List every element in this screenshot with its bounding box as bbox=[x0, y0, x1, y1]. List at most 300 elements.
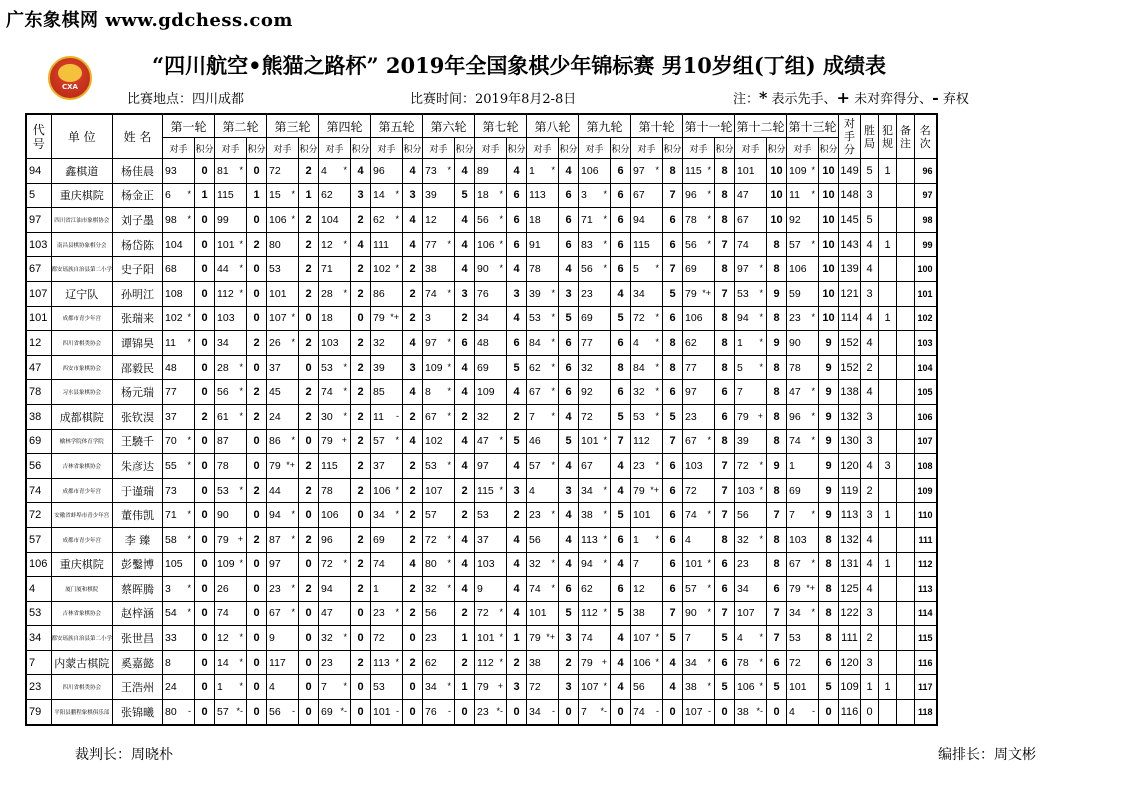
result-mark: * bbox=[551, 558, 556, 569]
round-opponent bbox=[735, 429, 767, 454]
round-points: 2 bbox=[351, 404, 371, 429]
result-mark: * bbox=[551, 164, 556, 175]
round-points: 4 bbox=[559, 454, 579, 479]
subheader-points: 积分 bbox=[455, 138, 475, 159]
opponent-number: 34 bbox=[737, 582, 749, 595]
table-row bbox=[26, 650, 937, 675]
opponent-number: 7 bbox=[737, 386, 743, 399]
legend-prefix: 注： bbox=[733, 92, 760, 107]
result-mark: * bbox=[655, 656, 660, 667]
round-opponent bbox=[735, 454, 767, 479]
result-mark: * bbox=[343, 681, 348, 692]
round-points: 0 bbox=[195, 331, 215, 356]
chief-referee: 裁判长：周晓朴 bbox=[75, 747, 173, 763]
round-opponent bbox=[787, 577, 819, 602]
result-mark: * bbox=[447, 410, 452, 421]
legend-minus-text: 弃权 bbox=[938, 92, 969, 107]
player-code: 94 bbox=[26, 159, 51, 184]
round-points: 7 bbox=[663, 257, 683, 282]
page-title: “四川航空•熊猫之路杯” 2019年全国象棋少年锦标赛 男10岁组(丁组) 成绩表 bbox=[152, 53, 887, 78]
dates-label: 比赛时间：2019年8月2-8日 bbox=[410, 92, 577, 107]
round-points: 4 bbox=[507, 527, 527, 552]
opponent-number: 12 bbox=[321, 238, 333, 251]
round-opponent bbox=[163, 527, 195, 552]
player-code: 67 bbox=[26, 257, 51, 282]
round-opponent bbox=[215, 650, 247, 675]
round-opponent bbox=[267, 626, 299, 651]
round-opponent bbox=[371, 429, 403, 454]
round-points: 2 bbox=[351, 331, 371, 356]
opponent-number: 56 bbox=[425, 607, 437, 620]
result-mark: *- bbox=[756, 705, 764, 716]
foul-count bbox=[879, 183, 897, 208]
player-name: 张瑞来 bbox=[113, 306, 163, 331]
round-points: 4 bbox=[611, 281, 631, 306]
player-unit: 内蒙古棋院 bbox=[51, 650, 113, 675]
player-unit: 吉林省象棋协会 bbox=[51, 601, 113, 626]
result-mark: * bbox=[447, 681, 452, 692]
round-opponent bbox=[267, 257, 299, 282]
header-wins: 胜局 bbox=[861, 114, 879, 159]
round-opponent bbox=[683, 626, 715, 651]
round-opponent bbox=[787, 183, 819, 208]
opponent-number: 103 bbox=[685, 459, 703, 472]
remark bbox=[897, 454, 915, 479]
player-name: 奚嘉懿 bbox=[113, 650, 163, 675]
round-points: 0 bbox=[247, 626, 267, 651]
opponent-number: 94 bbox=[581, 558, 593, 571]
opponent-number: 77 bbox=[581, 336, 593, 349]
opponent-number: 38 bbox=[581, 509, 593, 522]
opponent-score: 119 bbox=[839, 478, 861, 503]
subheader-points: 积分 bbox=[351, 138, 371, 159]
opponent-number: 7 bbox=[529, 410, 535, 423]
round-points: 9 bbox=[819, 380, 839, 405]
round-points: 8 bbox=[715, 331, 735, 356]
opponent-number: 104 bbox=[165, 238, 183, 251]
opponent-number: 72 bbox=[425, 533, 437, 546]
round-points: 5 bbox=[663, 281, 683, 306]
result-mark: * bbox=[551, 459, 556, 470]
opponent-number: 83 bbox=[581, 238, 593, 251]
opponent-score: 125 bbox=[839, 577, 861, 602]
result-mark: * bbox=[603, 509, 608, 520]
round-opponent bbox=[787, 601, 819, 626]
result-mark: * bbox=[395, 509, 400, 520]
player-code: 79 bbox=[26, 700, 51, 725]
round-points: 0 bbox=[403, 675, 423, 700]
opponent-number: 15 bbox=[269, 189, 281, 202]
round-points: 8 bbox=[819, 626, 839, 651]
round-points: 5 bbox=[559, 601, 579, 626]
round-points: 9 bbox=[767, 331, 787, 356]
opponent-number: 28 bbox=[217, 361, 229, 374]
round-points: 9 bbox=[819, 331, 839, 356]
foul-count: 1 bbox=[879, 675, 897, 700]
round-opponent bbox=[267, 208, 299, 233]
round-opponent bbox=[683, 700, 715, 725]
round-points: 3 bbox=[507, 675, 527, 700]
opponent-number: 39 bbox=[737, 435, 749, 448]
opponent-number: 23 bbox=[529, 509, 541, 522]
round-points: 7 bbox=[715, 478, 735, 503]
opponent-number: 62 bbox=[425, 656, 437, 669]
player-code: 4 bbox=[26, 577, 51, 602]
round-points: 8 bbox=[611, 355, 631, 380]
foul-count: 1 bbox=[879, 159, 897, 184]
opponent-number: 14 bbox=[373, 189, 385, 202]
player-code: 38 bbox=[26, 404, 51, 429]
round-opponent bbox=[579, 281, 611, 306]
opponent-number: 37 bbox=[477, 533, 489, 546]
opponent-number: 3 bbox=[581, 189, 587, 202]
result-mark: - bbox=[708, 705, 712, 716]
round-opponent bbox=[423, 232, 455, 257]
opponent-number: 72 bbox=[373, 632, 385, 645]
opponent-number: 56 bbox=[737, 509, 749, 522]
round-opponent bbox=[475, 577, 507, 602]
round-points: 6 bbox=[559, 232, 579, 257]
player-unit: 成都市青少年宫 bbox=[51, 478, 113, 503]
table-row bbox=[26, 675, 937, 700]
opponent-number: 90 bbox=[217, 509, 229, 522]
round-opponent bbox=[683, 159, 715, 184]
round-points: 3 bbox=[351, 183, 371, 208]
result-mark: * bbox=[395, 213, 400, 224]
round-points: 3 bbox=[507, 281, 527, 306]
round-opponent bbox=[423, 281, 455, 306]
round-points: 2 bbox=[351, 208, 371, 233]
rank: 113 bbox=[915, 577, 937, 602]
result-mark: * bbox=[759, 681, 764, 692]
round-opponent bbox=[319, 527, 351, 552]
round-points: 8 bbox=[767, 429, 787, 454]
round-opponent bbox=[319, 552, 351, 577]
round-opponent bbox=[475, 380, 507, 405]
round-points: 8 bbox=[715, 355, 735, 380]
round-points: 0 bbox=[247, 552, 267, 577]
round-points: 0 bbox=[247, 208, 267, 233]
round-points: 8 bbox=[767, 306, 787, 331]
round-opponent bbox=[683, 577, 715, 602]
round-opponent bbox=[371, 404, 403, 429]
table-row bbox=[26, 208, 937, 233]
header-round: 第一轮 bbox=[163, 114, 215, 138]
player-unit: 四川省棋类协会 bbox=[51, 675, 113, 700]
round-points: 10 bbox=[767, 159, 787, 184]
result-mark: * bbox=[811, 435, 816, 446]
opponent-number: 107 bbox=[425, 484, 443, 497]
opponent-number: 38 bbox=[737, 705, 749, 718]
player-unit: 西安市象棋协会 bbox=[51, 355, 113, 380]
round-points: 6 bbox=[715, 380, 735, 405]
round-points: 7 bbox=[611, 429, 631, 454]
opponent-number: 117 bbox=[269, 656, 286, 669]
round-opponent bbox=[163, 503, 195, 528]
remark bbox=[897, 183, 915, 208]
opponent-number: 111 bbox=[373, 238, 389, 251]
wins-count: 4 bbox=[861, 232, 879, 257]
remark bbox=[897, 355, 915, 380]
remark bbox=[897, 577, 915, 602]
round-points: 4 bbox=[559, 552, 579, 577]
table-row bbox=[26, 626, 937, 651]
result-mark: * bbox=[447, 386, 452, 397]
round-opponent bbox=[319, 478, 351, 503]
round-points: 7 bbox=[663, 601, 683, 626]
result-mark: * bbox=[811, 164, 816, 175]
rank: 114 bbox=[915, 601, 937, 626]
opponent-number: 38 bbox=[425, 263, 437, 276]
opponent-number: 98 bbox=[165, 213, 177, 226]
round-points: 0 bbox=[351, 306, 371, 331]
round-opponent bbox=[423, 380, 455, 405]
rank: 97 bbox=[915, 183, 937, 208]
round-opponent bbox=[475, 650, 507, 675]
foul-count bbox=[879, 478, 897, 503]
round-opponent bbox=[631, 675, 663, 700]
round-points: 0 bbox=[351, 503, 371, 528]
round-points: 4 bbox=[455, 232, 475, 257]
round-points: 6 bbox=[663, 454, 683, 479]
player-name: 刘子墨 bbox=[113, 208, 163, 233]
opponent-number: 106 bbox=[373, 484, 391, 497]
round-points: 0 bbox=[195, 281, 215, 306]
opponent-number: 48 bbox=[165, 361, 177, 374]
result-mark: * bbox=[499, 607, 504, 618]
header-foul: 犯规 bbox=[879, 114, 897, 159]
round-points: 0 bbox=[351, 626, 371, 651]
opponent-number: 18 bbox=[321, 312, 333, 325]
opponent-number: 67 bbox=[529, 386, 541, 399]
opponent-number: 92 bbox=[789, 213, 801, 226]
round-points: 0 bbox=[351, 601, 371, 626]
round-opponent bbox=[787, 380, 819, 405]
round-opponent bbox=[579, 650, 611, 675]
round-opponent bbox=[475, 208, 507, 233]
round-opponent bbox=[527, 601, 559, 626]
round-opponent bbox=[371, 478, 403, 503]
round-points: 6 bbox=[611, 527, 631, 552]
result-mark: * bbox=[655, 459, 660, 470]
opponent-number: 103 bbox=[217, 312, 235, 325]
round-points: 2 bbox=[299, 404, 319, 429]
round-opponent bbox=[267, 232, 299, 257]
result-mark: * bbox=[343, 238, 348, 249]
round-opponent bbox=[163, 429, 195, 454]
round-points: 8 bbox=[767, 404, 787, 429]
round-points: 8 bbox=[767, 257, 787, 282]
opponent-number: 94 bbox=[269, 509, 281, 522]
round-opponent bbox=[735, 601, 767, 626]
round-opponent bbox=[631, 650, 663, 675]
round-opponent bbox=[579, 306, 611, 331]
round-points: 6 bbox=[507, 331, 527, 356]
round-opponent bbox=[267, 281, 299, 306]
round-opponent bbox=[423, 626, 455, 651]
remark bbox=[897, 208, 915, 233]
round-points: 4 bbox=[507, 306, 527, 331]
result-mark: * bbox=[343, 410, 348, 421]
result-mark: * bbox=[187, 459, 192, 470]
opponent-number: 14 bbox=[217, 656, 229, 669]
result-mark: * bbox=[759, 459, 764, 470]
opponent-number: 84 bbox=[633, 361, 645, 374]
subheader-opponent: 对手 bbox=[371, 138, 403, 159]
round-points: 0 bbox=[195, 306, 215, 331]
legend-minus-symbol: - bbox=[932, 88, 939, 107]
opponent-number: 8 bbox=[425, 386, 431, 399]
opponent-number: 96 bbox=[321, 533, 333, 546]
opponent-number: 11 bbox=[373, 410, 384, 423]
round-opponent bbox=[319, 404, 351, 429]
result-mark: * bbox=[447, 533, 452, 544]
opponent-score: 120 bbox=[839, 650, 861, 675]
result-mark: * bbox=[759, 263, 764, 274]
round-opponent bbox=[631, 331, 663, 356]
round-points: 9 bbox=[767, 454, 787, 479]
round-opponent bbox=[787, 257, 819, 282]
player-name: 谭锦昊 bbox=[113, 331, 163, 356]
result-mark: * bbox=[291, 336, 296, 347]
opponent-number: 47 bbox=[737, 189, 749, 202]
header-round: 第十一轮 bbox=[683, 114, 735, 138]
round-points: 6 bbox=[663, 552, 683, 577]
opponent-number: 87 bbox=[217, 435, 229, 448]
opponent-number: 79 bbox=[633, 484, 645, 497]
round-points: 2 bbox=[351, 552, 371, 577]
round-opponent bbox=[371, 527, 403, 552]
opponent-number: 78 bbox=[685, 213, 697, 226]
player-code: 106 bbox=[26, 552, 51, 577]
round-points: 6 bbox=[611, 331, 631, 356]
result-mark: * bbox=[655, 533, 660, 544]
round-opponent bbox=[683, 306, 715, 331]
opponent-number: 101 bbox=[217, 238, 235, 251]
round-opponent bbox=[163, 700, 195, 725]
round-points: 0 bbox=[715, 700, 735, 725]
round-opponent bbox=[735, 159, 767, 184]
round-points: 2 bbox=[455, 650, 475, 675]
round-points: 8 bbox=[715, 159, 735, 184]
remark bbox=[897, 626, 915, 651]
opponent-number: 115 bbox=[321, 459, 338, 472]
round-opponent bbox=[371, 281, 403, 306]
round-opponent bbox=[475, 355, 507, 380]
rank: 118 bbox=[915, 700, 937, 725]
round-opponent bbox=[527, 552, 559, 577]
opponent-number: 34 bbox=[685, 656, 697, 669]
round-points: 4 bbox=[455, 527, 475, 552]
opponent-number: 115 bbox=[217, 189, 234, 202]
round-points: 2 bbox=[299, 281, 319, 306]
opponent-number: 28 bbox=[321, 287, 333, 300]
wins-count: 2 bbox=[861, 626, 879, 651]
opponent-number: 32 bbox=[477, 410, 489, 423]
round-opponent bbox=[215, 281, 247, 306]
opponent-number: 47 bbox=[321, 607, 333, 620]
opponent-number: 53 bbox=[477, 509, 489, 522]
round-opponent bbox=[371, 552, 403, 577]
result-mark: * bbox=[603, 189, 608, 200]
round-opponent bbox=[423, 183, 455, 208]
opponent-number: 67 bbox=[685, 435, 697, 448]
foul-count bbox=[879, 331, 897, 356]
result-mark: * bbox=[291, 312, 296, 323]
result-mark: * bbox=[499, 632, 504, 643]
round-points: 0 bbox=[351, 675, 371, 700]
player-name: 史子阳 bbox=[113, 257, 163, 282]
subheader-opponent: 对手 bbox=[475, 138, 507, 159]
round-opponent bbox=[475, 257, 507, 282]
player-name: 杨元瑞 bbox=[113, 380, 163, 405]
opponent-number: 99 bbox=[217, 213, 229, 226]
round-opponent bbox=[423, 331, 455, 356]
opponent-number: 69 bbox=[685, 263, 697, 276]
opponent-number: 78 bbox=[529, 263, 541, 276]
round-points: 4 bbox=[507, 159, 527, 184]
rank: 117 bbox=[915, 675, 937, 700]
opponent-score: 152 bbox=[839, 331, 861, 356]
round-points: 0 bbox=[247, 503, 267, 528]
round-opponent bbox=[579, 454, 611, 479]
player-code: 57 bbox=[26, 527, 51, 552]
remark bbox=[897, 257, 915, 282]
round-points: 8 bbox=[819, 601, 839, 626]
round-points: 2 bbox=[507, 650, 527, 675]
round-points: 8 bbox=[715, 306, 735, 331]
legend-star-text: 表示先手、 bbox=[767, 92, 837, 107]
opponent-number: 7 bbox=[321, 681, 327, 694]
opponent-number: 107 bbox=[581, 681, 599, 694]
round-opponent bbox=[423, 527, 455, 552]
result-mark: * bbox=[655, 632, 660, 643]
round-points: 2 bbox=[247, 478, 267, 503]
round-opponent bbox=[163, 208, 195, 233]
result-mark: * bbox=[447, 164, 452, 175]
result-mark: * bbox=[811, 558, 816, 569]
round-points: 2 bbox=[247, 404, 267, 429]
round-opponent bbox=[735, 552, 767, 577]
round-points: 6 bbox=[559, 380, 579, 405]
round-points: 1 bbox=[455, 626, 475, 651]
round-opponent bbox=[319, 650, 351, 675]
subheader-opponent: 对手 bbox=[423, 138, 455, 159]
round-points: 8 bbox=[715, 429, 735, 454]
round-opponent bbox=[683, 281, 715, 306]
round-opponent bbox=[735, 380, 767, 405]
opponent-score: 109 bbox=[839, 675, 861, 700]
opponent-number: 77 bbox=[425, 238, 437, 251]
round-opponent bbox=[527, 478, 559, 503]
round-points: 9 bbox=[819, 503, 839, 528]
round-points: 2 bbox=[455, 404, 475, 429]
round-points: 0 bbox=[247, 355, 267, 380]
round-points: 4 bbox=[559, 404, 579, 429]
opponent-number: 62 bbox=[529, 361, 541, 374]
round-opponent bbox=[631, 404, 663, 429]
table-row bbox=[26, 700, 937, 725]
round-points: 2 bbox=[351, 380, 371, 405]
round-opponent bbox=[735, 281, 767, 306]
round-points: 6 bbox=[715, 404, 735, 429]
round-points: 2 bbox=[299, 257, 319, 282]
foul-count bbox=[879, 527, 897, 552]
subheader-points: 积分 bbox=[247, 138, 267, 159]
result-mark: * bbox=[759, 484, 764, 495]
round-points: 3 bbox=[559, 675, 579, 700]
opponent-number: 113 bbox=[373, 656, 390, 669]
